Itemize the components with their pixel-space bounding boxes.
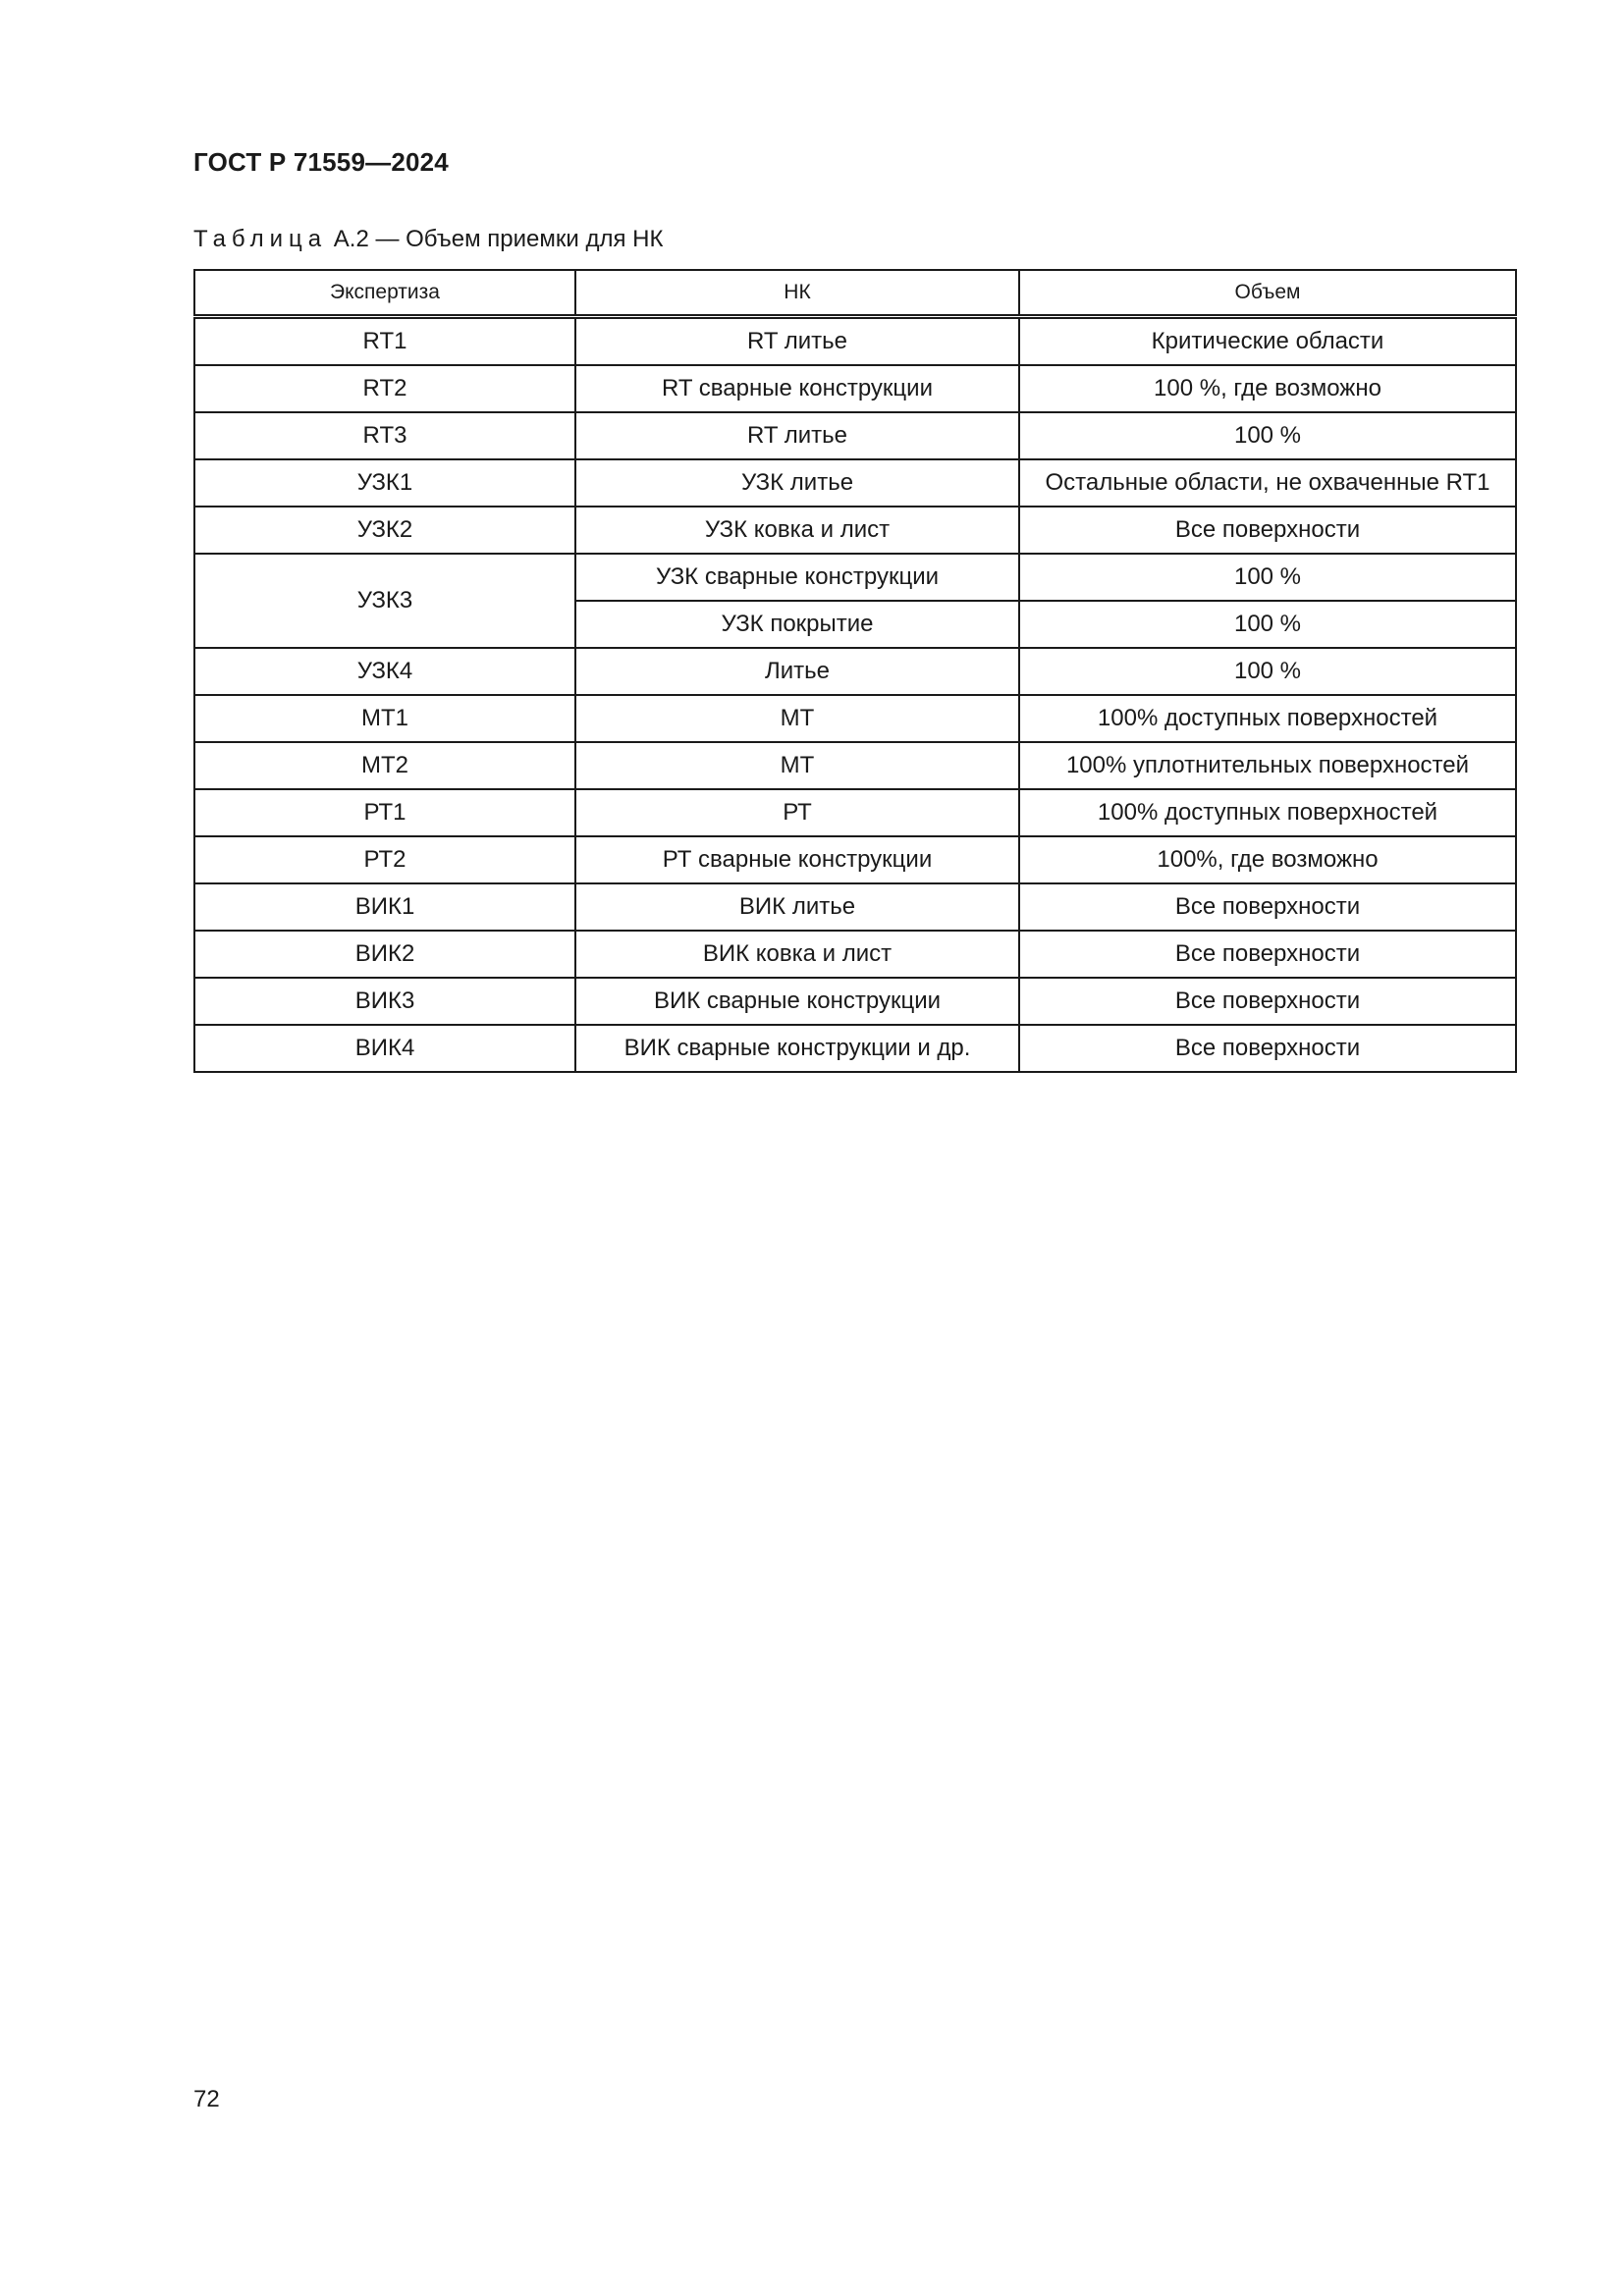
cell-scope: 100 % [1019, 412, 1516, 459]
cell-expertise: RT3 [194, 412, 575, 459]
table-row [194, 459, 1516, 507]
column-header-expertise: Экспертиза [194, 270, 575, 317]
table-row [194, 742, 1516, 789]
cell-method: УЗК покрытие [575, 601, 1019, 648]
cell-expertise: ВИК4 [194, 1025, 575, 1072]
table-header-row [194, 270, 1516, 317]
cell-expertise: УЗК2 [194, 507, 575, 554]
cell-method: МТ [575, 695, 1019, 742]
table-caption-title: А.2 — Объем приемки для НК [333, 226, 664, 252]
cell-expertise: RT1 [194, 317, 575, 366]
table-row [194, 365, 1516, 412]
table-caption [193, 226, 663, 253]
cell-scope: Критические области [1019, 317, 1516, 366]
cell-scope: Все поверхности [1019, 978, 1516, 1025]
table-caption-prefix: Таблица [193, 226, 328, 252]
cell-expertise: ВИК1 [194, 883, 575, 931]
cell-scope: 100 % [1019, 554, 1516, 601]
cell-method: ВИК сварные конструкции [575, 978, 1019, 1025]
cell-method: РТ сварные конструкции [575, 836, 1019, 883]
cell-scope: Все поверхности [1019, 507, 1516, 554]
cell-scope: 100% уплотнительных поверхностей [1019, 742, 1516, 789]
cell-scope: 100 % [1019, 648, 1516, 695]
table-row [194, 507, 1516, 554]
cell-method: УЗК литье [575, 459, 1019, 507]
cell-expertise: ВИК2 [194, 931, 575, 978]
table-row [194, 978, 1516, 1025]
cell-method: ВИК ковка и лист [575, 931, 1019, 978]
cell-expertise: МТ1 [194, 695, 575, 742]
cell-method: УЗК ковка и лист [575, 507, 1019, 554]
cell-method: ВИК сварные конструкции и др. [575, 1025, 1019, 1072]
cell-scope: Все поверхности [1019, 1025, 1516, 1072]
column-header-scope: Объем [1019, 270, 1516, 317]
cell-method: УЗК сварные конструкции [575, 554, 1019, 601]
table-row [194, 789, 1516, 836]
acceptance-scope-table [193, 269, 1517, 1073]
cell-expertise: УЗК3 [194, 554, 575, 648]
page-number: 72 [193, 2086, 220, 2112]
cell-method: Литье [575, 648, 1019, 695]
cell-scope: 100 % [1019, 601, 1516, 648]
cell-method: РТ [575, 789, 1019, 836]
table-row [194, 883, 1516, 931]
table-row [194, 648, 1516, 695]
cell-scope: Все поверхности [1019, 931, 1516, 978]
cell-expertise: ВИК3 [194, 978, 575, 1025]
table-row [194, 836, 1516, 883]
cell-scope: 100%, где возможно [1019, 836, 1516, 883]
table-row [194, 931, 1516, 978]
cell-expertise: RT2 [194, 365, 575, 412]
cell-scope: 100% доступных поверхностей [1019, 695, 1516, 742]
cell-expertise: РТ1 [194, 789, 575, 836]
table-row [194, 554, 1516, 601]
cell-scope: Остальные области, не охваченные RT1 [1019, 459, 1516, 507]
table-row [194, 317, 1516, 366]
table-row [194, 695, 1516, 742]
cell-method: МТ [575, 742, 1019, 789]
cell-scope: 100 %, где возможно [1019, 365, 1516, 412]
cell-method: RT литье [575, 317, 1019, 366]
column-header-method: НК [575, 270, 1019, 317]
cell-scope: 100% доступных поверхностей [1019, 789, 1516, 836]
cell-method: RT литье [575, 412, 1019, 459]
cell-expertise: УЗК4 [194, 648, 575, 695]
cell-method: RT сварные конструкции [575, 365, 1019, 412]
cell-scope: Все поверхности [1019, 883, 1516, 931]
document-header: ГОСТ Р 71559—2024 [193, 147, 449, 177]
table-row [194, 1025, 1516, 1072]
table-row [194, 412, 1516, 459]
cell-expertise: МТ2 [194, 742, 575, 789]
cell-method: ВИК литье [575, 883, 1019, 931]
cell-expertise: УЗК1 [194, 459, 575, 507]
cell-expertise: РТ2 [194, 836, 575, 883]
